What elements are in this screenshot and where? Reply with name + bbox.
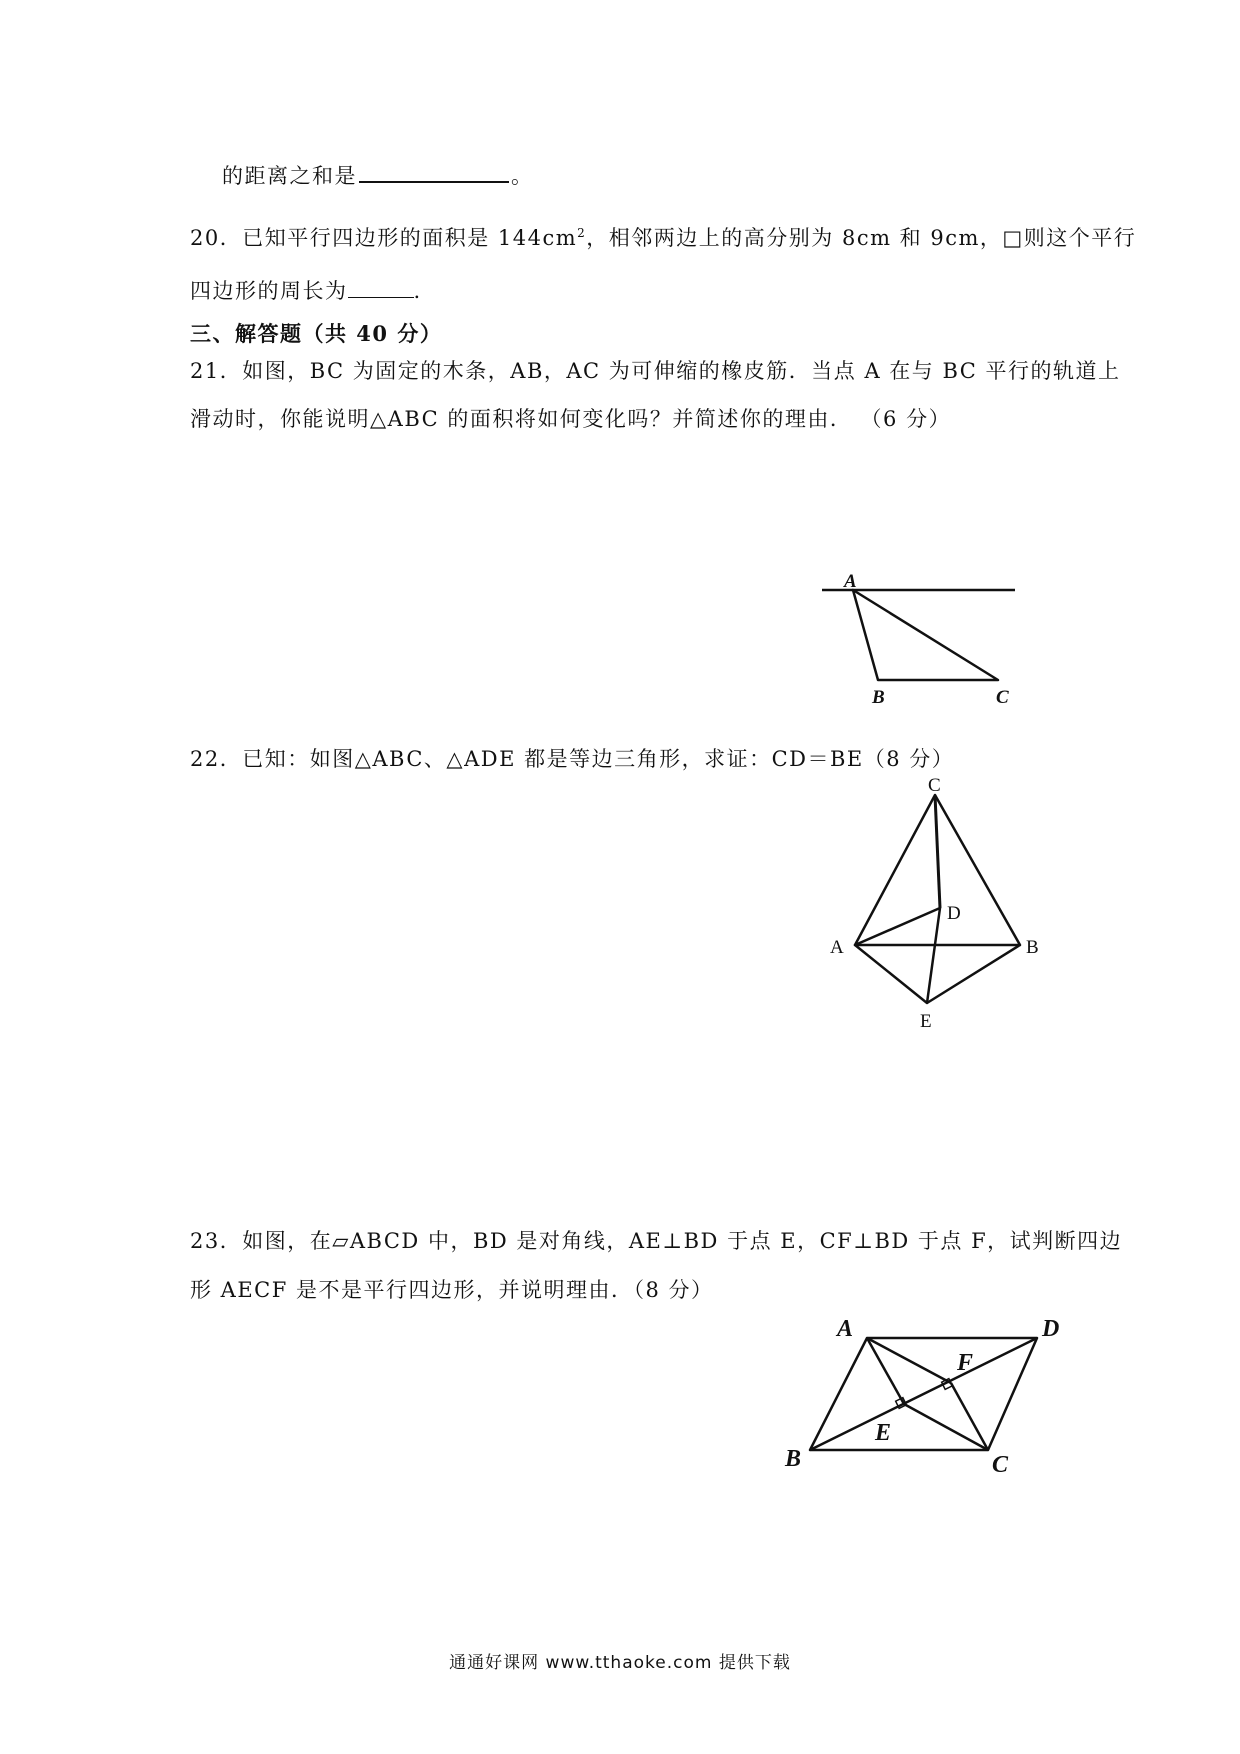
section-3-heading: 三、解答题（共 40 分） (190, 321, 443, 346)
q23-line-2: 形 AECF 是不是平行四边形，并说明理由．（8 分） (190, 1278, 714, 1302)
q22-label-a: A (830, 937, 844, 958)
q20-text-e: . (413, 279, 422, 303)
q21-label-c: C (996, 687, 1009, 708)
q20-line-2 (190, 275, 422, 306)
q22-segment-cd (935, 795, 940, 908)
q22-segment-be (927, 945, 1020, 1003)
q22-line-1: 22．已知：如图△ABC、△ADE 都是等边三角形，求证：CD＝BE（8 分） (190, 747, 955, 771)
q23-diagonal-bd (810, 1338, 1037, 1450)
page-footer: 通通好课网 www.tthaoke.com 提供下载 (449, 1653, 791, 1673)
q21-line-2: 滑动时，你能说明△ABC 的面积将如何变化吗？并简述你的理由． （6 分） (190, 407, 952, 431)
q23-label-f: F (957, 1350, 974, 1376)
q23-label-d: D (1042, 1316, 1060, 1342)
q21-label-b: B (872, 687, 885, 708)
q20-answer-blank (348, 275, 414, 298)
q20-text-b: ，相邻两边上的高分别为 8cm 和 9cm， (586, 226, 1003, 250)
q22-label-d: D (947, 903, 961, 924)
q23-label-e: E (875, 1420, 892, 1446)
q21-line-1: 21．如图，BC 为固定的木条，AB，AC 为可伸缩的橡皮筋．当点 A 在与 BC 平行的轨道上 (190, 359, 1121, 383)
q20-text-d: 四边形的周长为 (190, 279, 348, 303)
q19-end: 。 (511, 164, 534, 188)
q22-label-b: B (1026, 937, 1039, 958)
q21-figure (810, 565, 1030, 707)
q23-line-1: 23．如图，在▱ABCD 中，BD 是对角线，AE⊥BD 于点 E，CF⊥BD 于点 F，试判断四边 (190, 1229, 1123, 1253)
q21-label-a: A (844, 571, 857, 592)
q21-triangle-abc (853, 590, 998, 680)
q23-label-a: A (837, 1316, 854, 1342)
q20-line-1 (190, 218, 1136, 253)
q22-figure (820, 775, 1070, 1040)
q22-label-c: C (928, 775, 941, 796)
q22-label-e: E (920, 1011, 932, 1032)
q19-answer-blank (359, 159, 509, 183)
q20-superscript: 2 (577, 226, 587, 240)
q23-label-b: B (785, 1446, 802, 1472)
q23-label-c: C (992, 1452, 1009, 1478)
q20-text-a: 20．已知平行四边形的面积是 144cm (190, 226, 578, 250)
q20-text-c: □则这个平行 (1002, 226, 1137, 250)
q19-line (222, 159, 534, 191)
q19-text: 的距离之和是 (222, 164, 357, 188)
q23-figure (780, 1310, 1080, 1478)
